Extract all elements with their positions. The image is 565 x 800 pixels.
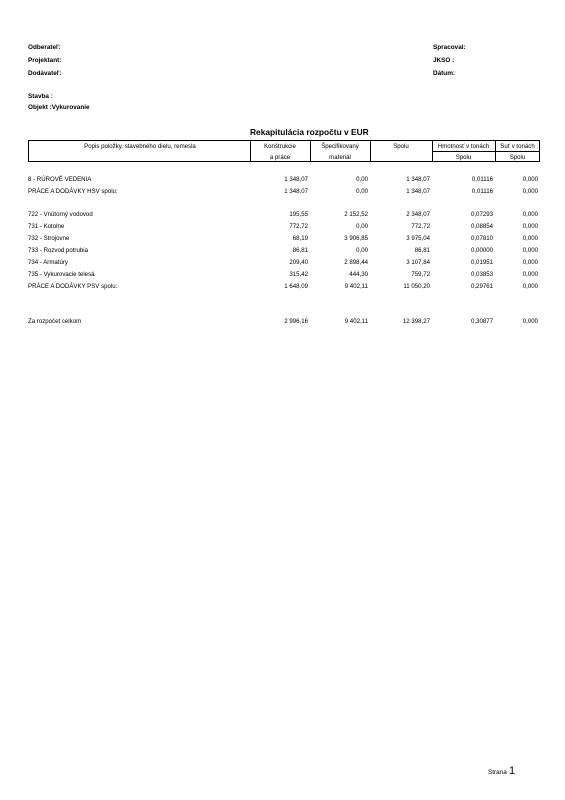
header-subdivider — [432, 151, 540, 152]
row-konstrukcie: 2 996,16 — [284, 318, 308, 325]
row-hmotnost: 0,01116 — [471, 176, 493, 183]
row-name: 8 - RÚROVÉ VEDENIA — [28, 176, 92, 183]
row-spolu: 1 348,07 — [406, 188, 430, 195]
row-sut: 0,000 — [522, 188, 538, 195]
row-name: 731 - Kotolne — [28, 223, 65, 230]
col-header-spolu: Spolu — [393, 143, 409, 150]
row-hmotnost: 0,07810 — [470, 235, 493, 242]
row-material: 444,30 — [349, 271, 368, 278]
row-hmotnost: 0,01951 — [470, 259, 493, 266]
jkso-label: JKSO : — [433, 57, 455, 64]
row-material: 0,00 — [356, 223, 368, 230]
page-number: 1 — [509, 765, 516, 777]
row-spolu: 3 975,04 — [406, 235, 430, 242]
col-header-konstrukcie-sub: a práce — [269, 154, 291, 161]
row-sut: 0,000 — [522, 259, 538, 266]
row-hmotnost: 0,03853 — [470, 271, 493, 278]
row-spolu: 2 348,07 — [406, 211, 430, 218]
col-header-sut-sub: Spolu — [509, 154, 526, 161]
row-konstrukcie: 195,55 — [289, 211, 308, 218]
row-material: 0,00 — [356, 247, 368, 254]
row-material: 0,00 — [356, 188, 368, 195]
row-sut: 0,000 — [522, 318, 538, 325]
row-konstrukcie: 68,19 — [292, 235, 308, 242]
row-sut: 0,000 — [522, 211, 538, 218]
row-name: 733 - Rozvod potrubia — [28, 247, 88, 254]
row-spolu: 86,81 — [414, 247, 430, 254]
col-header-specifikovany-sub: materiál — [329, 154, 351, 161]
row-name: 734 - Armatúry — [28, 259, 68, 266]
row-konstrukcie: 772,72 — [289, 223, 308, 230]
row-material: 0,00 — [356, 176, 368, 183]
row-spolu: 772,72 — [411, 223, 430, 230]
objekt-label: Objekt :Vykurovanie — [28, 104, 90, 111]
datum-label: Dátum: — [433, 70, 456, 77]
row-sut: 0,000 — [522, 271, 538, 278]
row-konstrukcie: 1 348,07 — [284, 188, 308, 195]
col-header-popis: Popis položky, stavebného dielu, remesla — [84, 143, 196, 150]
projektant-label: Projektant: — [28, 57, 62, 64]
row-konstrukcie: 1 648,09 — [284, 283, 308, 290]
col-header-sut: Suť v tonách — [500, 143, 535, 150]
row-material: 2 898,44 — [344, 259, 368, 266]
dodavatel-label: Dodávateľ: — [28, 70, 62, 77]
stavba-label: Stavba : — [28, 93, 53, 100]
odberatel-label: Odberateľ: — [28, 44, 61, 51]
row-hmotnost: 0,30877 — [470, 318, 493, 325]
row-sut: 0,000 — [522, 176, 538, 183]
col-header-hmotnost-sub: Spolu — [455, 154, 472, 161]
row-sut: 0,000 — [522, 247, 538, 254]
row-material: 9 402,11 — [344, 318, 368, 325]
row-sut: 0,000 — [522, 283, 538, 290]
row-sut: 0,000 — [522, 223, 538, 230]
row-spolu: 11 050,20 — [403, 283, 430, 290]
row-material: 2 152,52 — [344, 211, 368, 218]
row-spolu: 759,72 — [411, 271, 430, 278]
row-name: PRÁCE A DODÁVKY HSV spolu: — [28, 188, 118, 195]
row-hmotnost: 0,29761 — [470, 283, 493, 290]
row-sut: 0,000 — [522, 235, 538, 242]
col-header-konstrukcie: Konštrukcie — [264, 143, 296, 150]
row-name: 732 - Strojovne — [28, 235, 70, 242]
row-konstrukcie: 315,42 — [289, 271, 308, 278]
row-hmotnost: 0,08854 — [470, 223, 493, 230]
row-name: 735 - Vykurovacie telesá — [28, 271, 95, 278]
row-konstrukcie: 209,40 — [289, 259, 308, 266]
row-name: 722 - Vnútorný vodovod — [28, 211, 93, 218]
row-spolu: 12 398,27 — [402, 318, 430, 325]
col-header-specifikovany: Špecifikovaný — [321, 143, 359, 150]
row-spolu: 1 348,07 — [406, 176, 430, 183]
row-spolu: 3 107,84 — [406, 259, 430, 266]
page-title: Rekapitulácia rozpočtu v EUR — [250, 127, 369, 137]
row-material: 9 402,11 — [344, 283, 368, 290]
row-hmotnost: 0,07293 — [470, 211, 493, 218]
row-name: PRÁCE A DODÁVKY PSV spolu: — [28, 283, 118, 290]
row-name: Za rozpočet celkom — [28, 318, 82, 325]
row-hmotnost: 0,00000 — [470, 247, 493, 254]
row-konstrukcie: 1 348,07 — [284, 176, 308, 183]
spracoval-label: Spracoval: — [433, 44, 466, 51]
row-material: 3 906,85 — [344, 235, 368, 242]
page-label: Strana — [488, 769, 507, 776]
row-hmotnost: 0,01116 — [471, 188, 493, 195]
col-header-hmotnost: Hmotnosť v tonách — [437, 143, 490, 150]
row-konstrukcie: 86,81 — [292, 247, 308, 254]
